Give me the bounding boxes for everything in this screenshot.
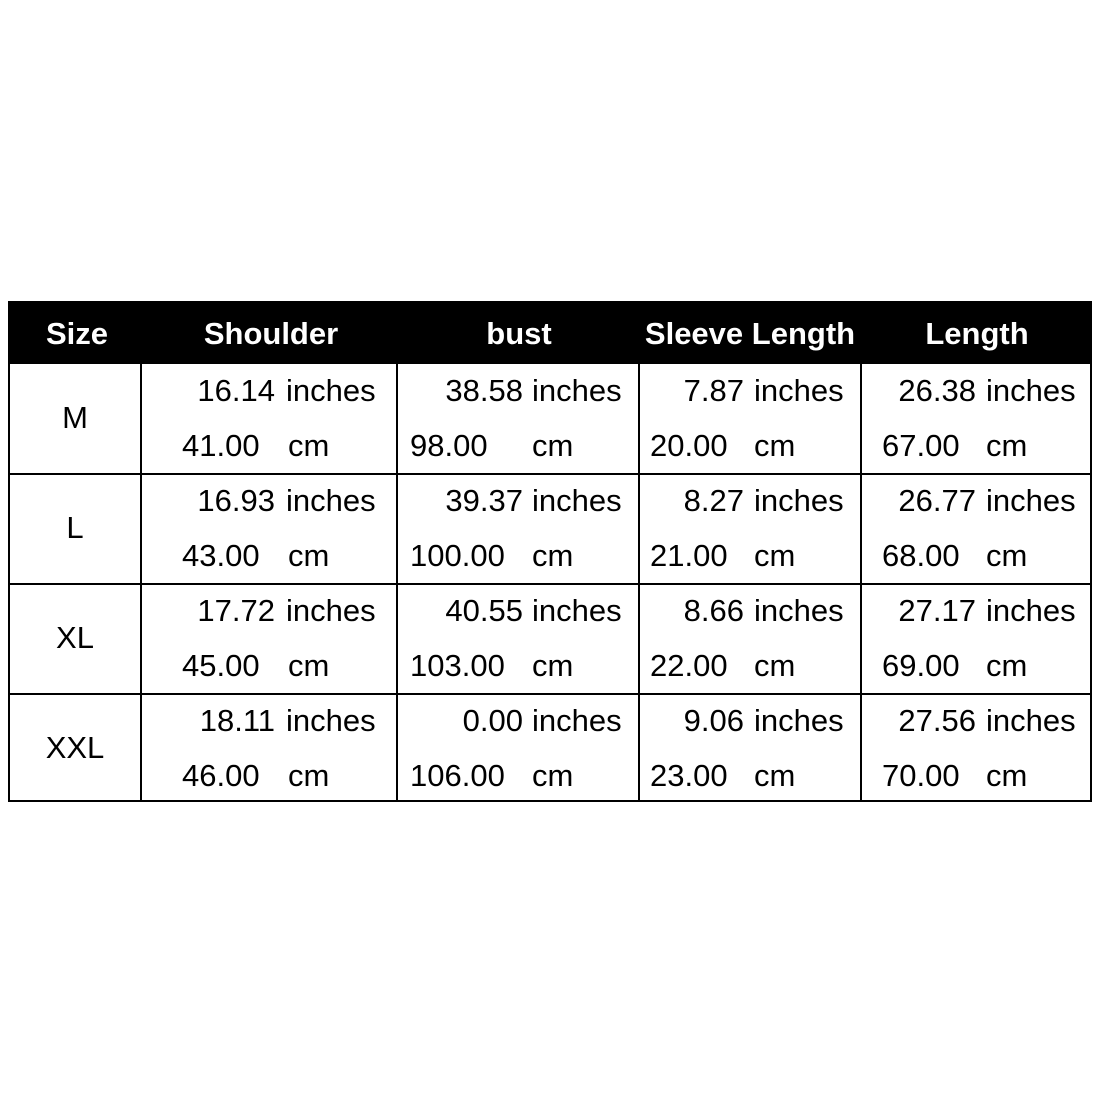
shoulder-inches-value: 18.11 xyxy=(199,703,275,738)
bust-cm-unit: cm xyxy=(532,758,574,793)
sleeve-length-inches-unit: inches xyxy=(754,703,844,738)
sleeve-length-cm-unit: cm xyxy=(754,758,796,793)
shoulder-cm-unit: cm xyxy=(288,648,330,683)
sleeve-length-inches-value: 9.06 xyxy=(683,703,744,738)
header-size: Size xyxy=(45,316,109,351)
length-inches-unit: inches xyxy=(986,483,1076,518)
header-bust: bust xyxy=(486,316,552,351)
shoulder-cm-unit: cm xyxy=(288,428,330,463)
bust-inches-unit: inches xyxy=(532,373,622,408)
bust-inches-value: 0.00 xyxy=(462,703,523,738)
column-divider xyxy=(860,364,862,800)
shoulder-cm-value: 41.00 xyxy=(182,428,260,463)
shoulder-cm-value: 46.00 xyxy=(182,758,260,793)
sleeve-length-cm-value: 23.00 xyxy=(650,758,728,793)
shoulder-inches-unit: inches xyxy=(286,373,376,408)
shoulder-inches-value: 16.14 xyxy=(197,373,275,408)
size-chart-table xyxy=(8,301,1092,802)
length-cm-value: 67.00 xyxy=(882,428,960,463)
header-shoulder: Shoulder xyxy=(203,316,339,351)
length-cm-unit: cm xyxy=(986,758,1028,793)
size-cell: XL xyxy=(56,620,94,655)
shoulder-cm-unit: cm xyxy=(288,758,330,793)
length-inches-unit: inches xyxy=(986,373,1076,408)
length-inches-value: 26.77 xyxy=(898,483,976,518)
table-header-row xyxy=(10,303,1090,364)
length-cm-value: 69.00 xyxy=(882,648,960,683)
column-divider xyxy=(396,364,398,800)
bust-cm-unit: cm xyxy=(532,538,574,573)
sleeve-length-cm-unit: cm xyxy=(754,538,796,573)
row-divider xyxy=(10,473,1090,475)
bust-inches-value: 38.58 xyxy=(445,373,523,408)
size-cell: L xyxy=(66,510,84,545)
shoulder-cm-unit: cm xyxy=(288,538,330,573)
bust-cm-value: 100.00 xyxy=(410,538,505,573)
sleeve-length-cm-value: 20.00 xyxy=(650,428,728,463)
length-cm-value: 70.00 xyxy=(882,758,960,793)
length-inches-unit: inches xyxy=(986,593,1076,628)
bust-inches-unit: inches xyxy=(532,593,622,628)
bust-inches-value: 39.37 xyxy=(445,483,523,518)
row-divider xyxy=(10,583,1090,585)
length-inches-value: 26.38 xyxy=(898,373,976,408)
row-divider xyxy=(10,693,1090,695)
size-cell: M xyxy=(62,400,88,435)
shoulder-inches-value: 17.72 xyxy=(197,593,275,628)
length-cm-unit: cm xyxy=(986,428,1028,463)
sleeve-length-inches-value: 8.27 xyxy=(683,483,744,518)
bust-cm-value: 98.00 xyxy=(410,428,488,463)
shoulder-inches-value: 16.93 xyxy=(197,483,275,518)
length-inches-unit: inches xyxy=(986,703,1076,738)
size-cell: XXL xyxy=(45,730,105,765)
shoulder-cm-value: 45.00 xyxy=(182,648,260,683)
shoulder-inches-unit: inches xyxy=(286,593,376,628)
sleeve-length-inches-value: 8.66 xyxy=(683,593,744,628)
column-divider xyxy=(638,364,640,800)
header-length: Length xyxy=(925,316,1029,351)
shoulder-inches-unit: inches xyxy=(286,483,376,518)
bust-cm-value: 103.00 xyxy=(410,648,505,683)
header-sleeve-length: Sleeve Length xyxy=(644,316,856,351)
bust-inches-value: 40.55 xyxy=(445,593,523,628)
length-cm-unit: cm xyxy=(986,648,1028,683)
length-cm-unit: cm xyxy=(986,538,1028,573)
bust-cm-unit: cm xyxy=(532,648,574,683)
bust-cm-value: 106.00 xyxy=(410,758,505,793)
length-inches-value: 27.17 xyxy=(898,593,976,628)
bust-inches-unit: inches xyxy=(532,483,622,518)
shoulder-inches-unit: inches xyxy=(286,703,376,738)
sleeve-length-cm-unit: cm xyxy=(754,648,796,683)
column-divider xyxy=(140,364,142,800)
sleeve-length-inches-unit: inches xyxy=(754,483,844,518)
sleeve-length-inches-unit: inches xyxy=(754,593,844,628)
bust-cm-unit: cm xyxy=(532,428,574,463)
sleeve-length-inches-value: 7.87 xyxy=(683,373,744,408)
length-cm-value: 68.00 xyxy=(882,538,960,573)
shoulder-cm-value: 43.00 xyxy=(182,538,260,573)
sleeve-length-cm-unit: cm xyxy=(754,428,796,463)
sleeve-length-inches-unit: inches xyxy=(754,373,844,408)
sleeve-length-cm-value: 22.00 xyxy=(650,648,728,683)
sleeve-length-cm-value: 21.00 xyxy=(650,538,728,573)
length-inches-value: 27.56 xyxy=(898,703,976,738)
bust-inches-unit: inches xyxy=(532,703,622,738)
